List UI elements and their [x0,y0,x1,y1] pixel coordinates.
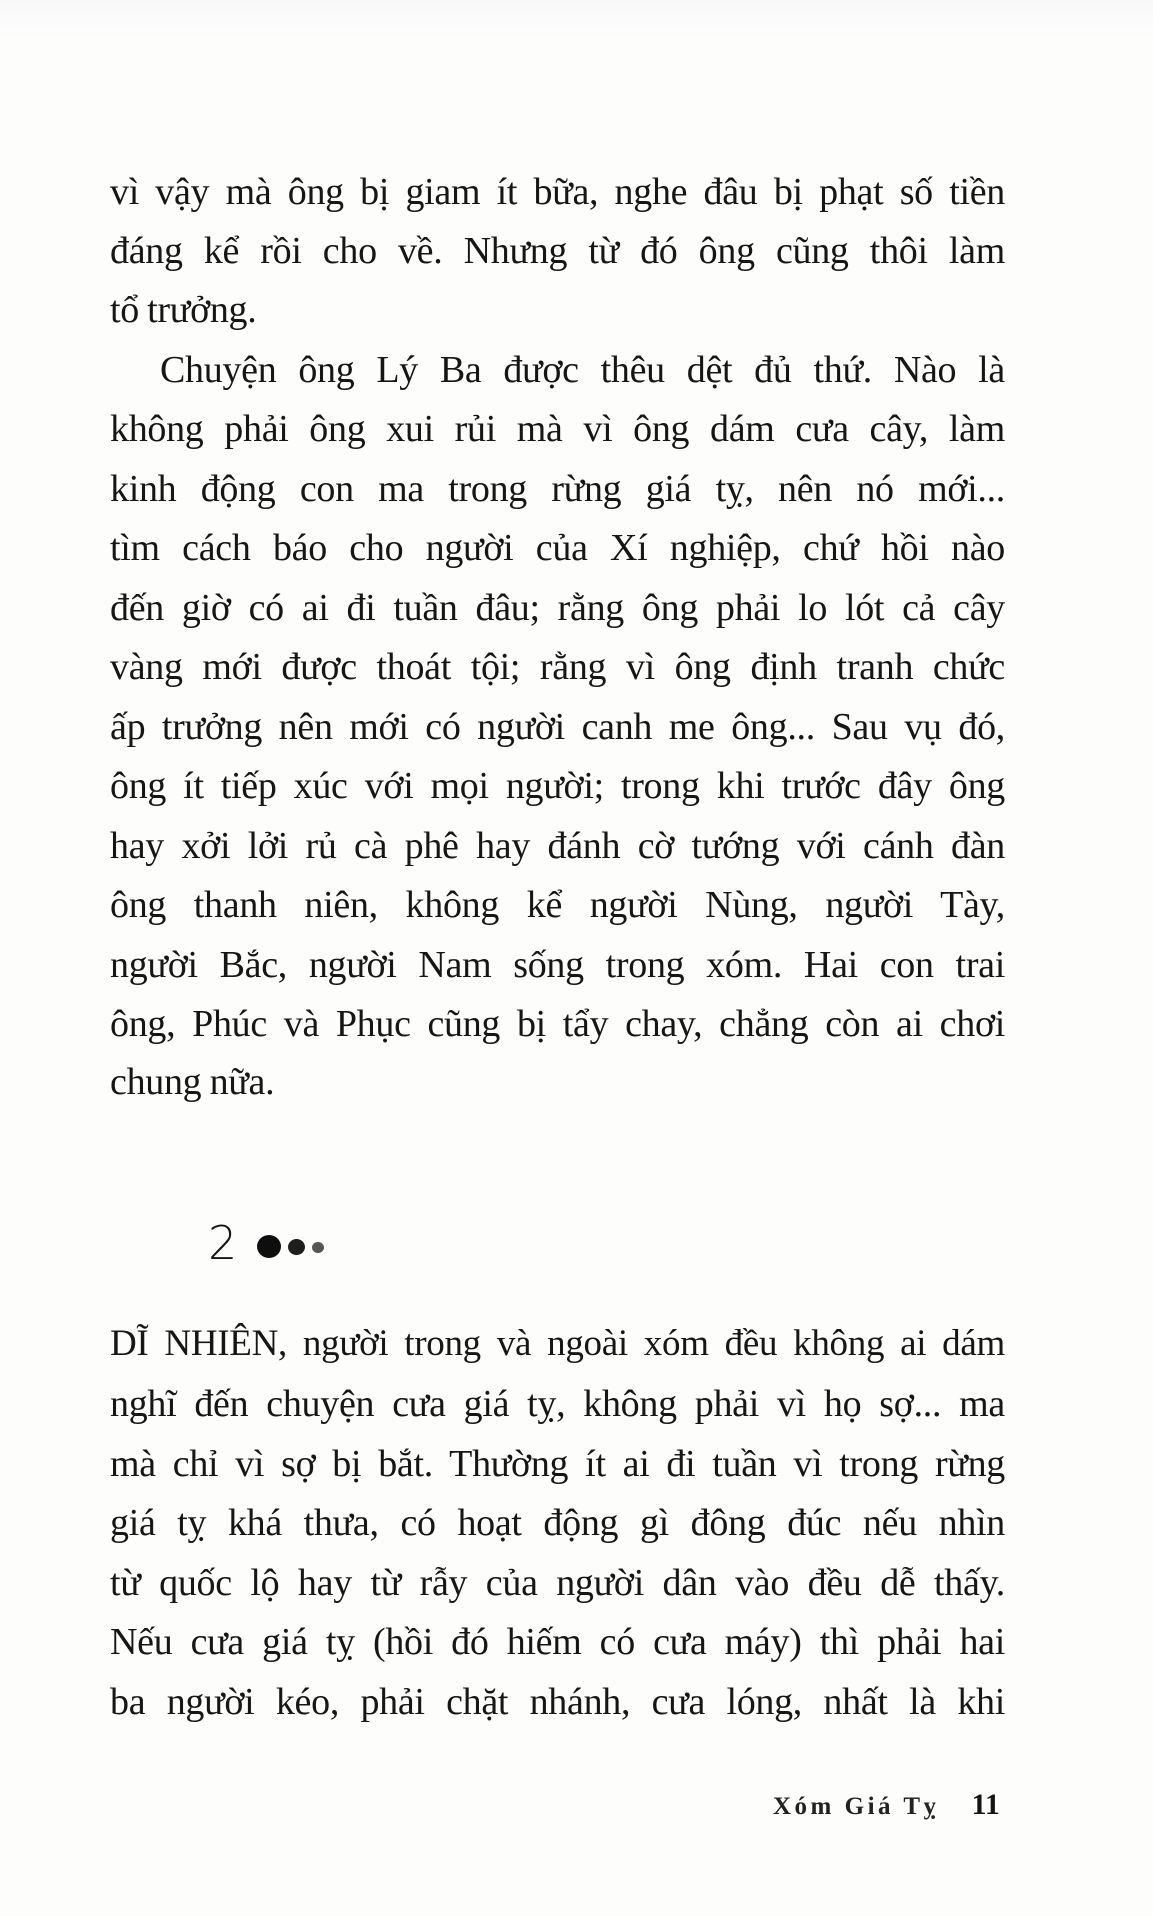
section-number: 2 [208,1216,238,1270]
text-line: giá tỵ khá thưa, có hoạt động gì đông đúc nếu nhìn [110,1502,1005,1544]
opening-line-rest: , người trong và ngoài xóm đều không ai dám [278,1323,1005,1364]
text-line: ông, Phúc và Phục cũng bị tẩy chay, chẳng còn ai chơi [110,1003,1005,1045]
text-line: vì vậy mà ông bị giam ít bữa, nghe đâu bị phạt số tiền [110,171,1005,213]
text-line: vàng mới được thoát tội; rằng vì ông định tranh chức [110,646,1005,688]
text-line: ba người kéo, phải chặt nhánh, cưa lóng, nhất là khi [110,1681,1005,1723]
text-line: ông ít tiếp xúc với mọi người; trong khi trước đây ông [110,765,1005,807]
text-line: đáng kể rồi cho về. Nhưng từ đó ông cũng thôi làm [110,230,1005,272]
text-line: người Bắc, người Nam sống trong xóm. Hai con trai [110,944,1005,986]
text-line: hay xởi lởi rủ cà phê hay đánh cờ tướng với cánh đàn [110,825,1005,867]
section-heading [208,1212,324,1268]
text-line: tổ trưởng. [110,289,257,331]
ornament-dot-large-icon [257,1235,281,1258]
text-line: Chuyện ông Lý Ba được thêu dệt đủ thứ. Nào là [160,349,1005,391]
ornament-dot-medium-icon [288,1239,305,1255]
text-line: từ quốc lộ hay từ rẫy của người dân vào đều dễ thấy. [110,1562,1005,1604]
running-title: Xóm Giá Tỵ [773,1793,940,1820]
text-line: tìm cách báo cho người của Xí nghiệp, chứ hồi nào [110,527,1005,569]
text-line: mà chỉ vì sợ bị bắt. Thường ít ai đi tuần vì trong rừng [110,1443,1005,1485]
text-line: không phải ông xui rủi mà vì ông dám cưa cây, làm [110,408,1005,450]
text-line: nghĩ đến chuyện cưa giá tỵ, không phải vì họ sợ... ma [110,1383,1005,1425]
page-number: 11 [971,1788,1000,1821]
scan-bleed-through [0,0,1153,40]
page-footer [773,1788,1000,1822]
ornament-dot-small-icon [312,1242,324,1253]
text-line: ấp trưởng nên mới có người canh me ông... Sau vụ đó, [110,706,1005,748]
text-line: ông thanh niên, không kể người Nùng, người Tày, [110,884,1005,926]
opening-small-caps: Ĩ NHIÊN [136,1323,278,1364]
text-line-opening [110,1322,1005,1366]
opening-capital: D [110,1323,137,1364]
text-line: chung nữa. [110,1061,275,1103]
text-line: đến giờ có ai đi tuần đâu; rằng ông phải lo lót cả cây [110,587,1005,629]
text-line: kinh động con ma trong rừng giá tỵ, nên nó mới... [110,468,1005,510]
text-line: Nếu cưa giá tỵ (hồi đó hiếm có cưa máy) thì phải hai [110,1621,1005,1663]
